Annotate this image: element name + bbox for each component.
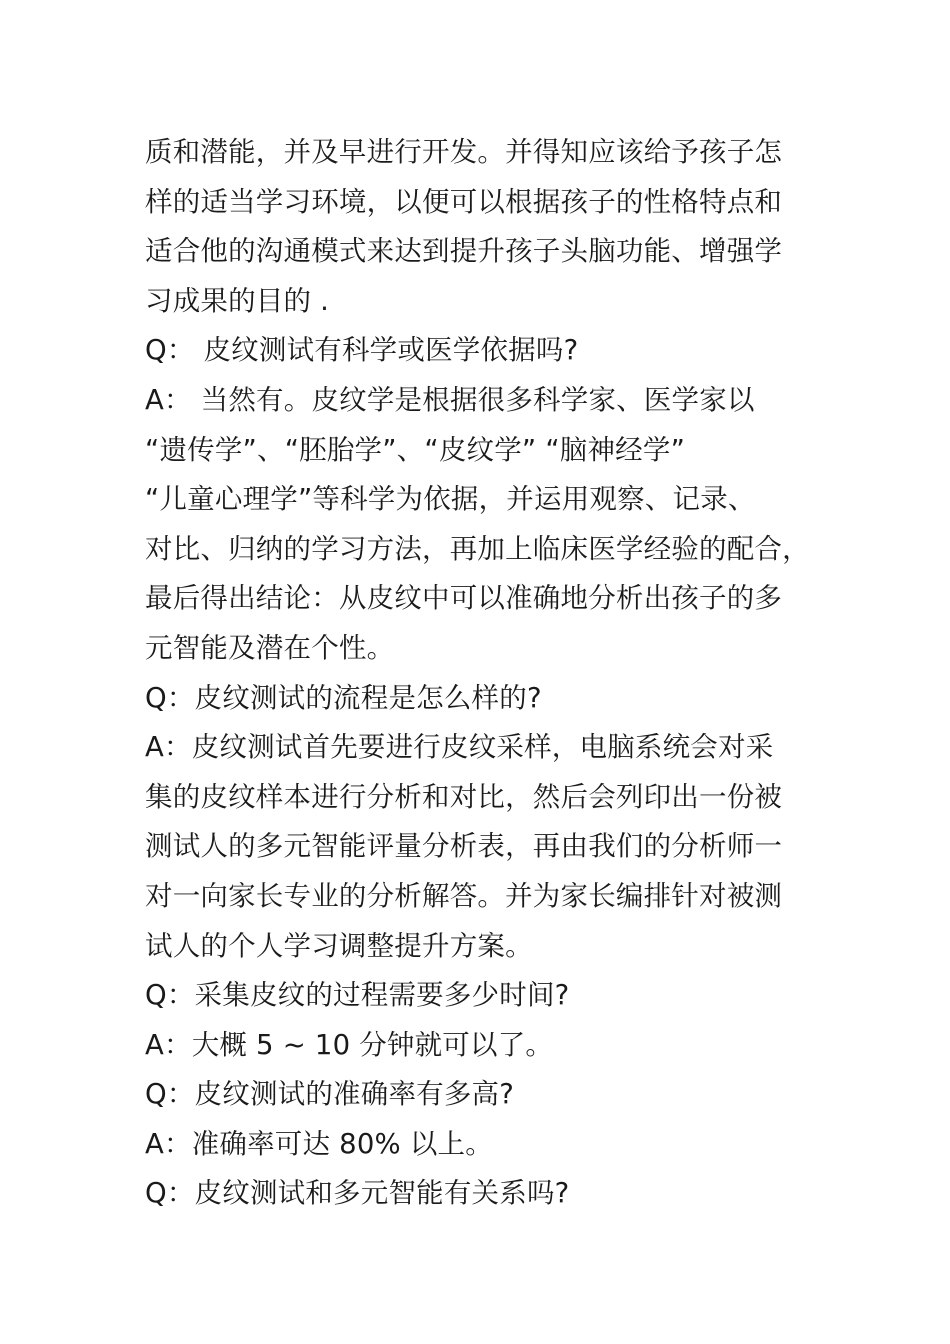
text-line: 质和潜能，并及早进行开发。并得知应该给予孩子怎 [145, 136, 783, 168]
question-line: Q：皮纹测试的流程是怎么样的? [145, 681, 542, 714]
question-line: Q：皮纹测试的准确率有多高? [145, 1078, 515, 1111]
text-line: “遗传学”、“胚胎学”、“皮纹学” “脑神经学” [145, 433, 686, 466]
answer-line: A： 当然有。皮纹学是根据很多科学家、医学家以 [145, 383, 755, 416]
text-line: “儿童心理学”等科学为依据，并运用观察、记录、 [145, 483, 756, 516]
text-line: 试人的个人学习调整提升方案。 [145, 929, 533, 962]
answer-line: A：皮纹测试首先要进行皮纹采样，电脑系统会对采 [145, 731, 774, 764]
text-line: 集的皮纹样本进行分析和对比，然后会列印出一份被 [145, 780, 783, 813]
document-body [145, 128, 825, 1219]
text-line: 元智能及潜在个性。 [145, 631, 395, 664]
text-line: 适合他的沟通模式来达到提升孩子头脑功能、增强学 [145, 235, 783, 268]
text-line: 样的适当学习环境，以便可以根据孩子的性格特点和 [145, 185, 783, 218]
question-line: Q： 皮纹测试有科学或医学依据吗? [145, 334, 579, 367]
question-line: Q：采集皮纹的过程需要多少时间? [145, 979, 570, 1012]
text-line: 对一向家长专业的分析解答。并为家长编排针对被测 [145, 879, 783, 912]
text-line: 习成果的目的 . [145, 284, 330, 317]
question-line: Q：皮纹测试和多元智能有关系吗? [145, 1177, 570, 1210]
answer-line: A：准确率可达 80% 以上。 [145, 1127, 493, 1160]
answer-line: A：大概 5 ~ 10 分钟就可以了。 [145, 1028, 554, 1061]
text-line: 测试人的多元智能评量分析表，再由我们的分析师一 [145, 830, 783, 863]
text-line: 最后得出结论：从皮纹中可以准确地分析出孩子的多 [145, 582, 783, 615]
text-line: 对比、归纳的学习方法，再加上临床医学经验的配合， [145, 532, 810, 565]
